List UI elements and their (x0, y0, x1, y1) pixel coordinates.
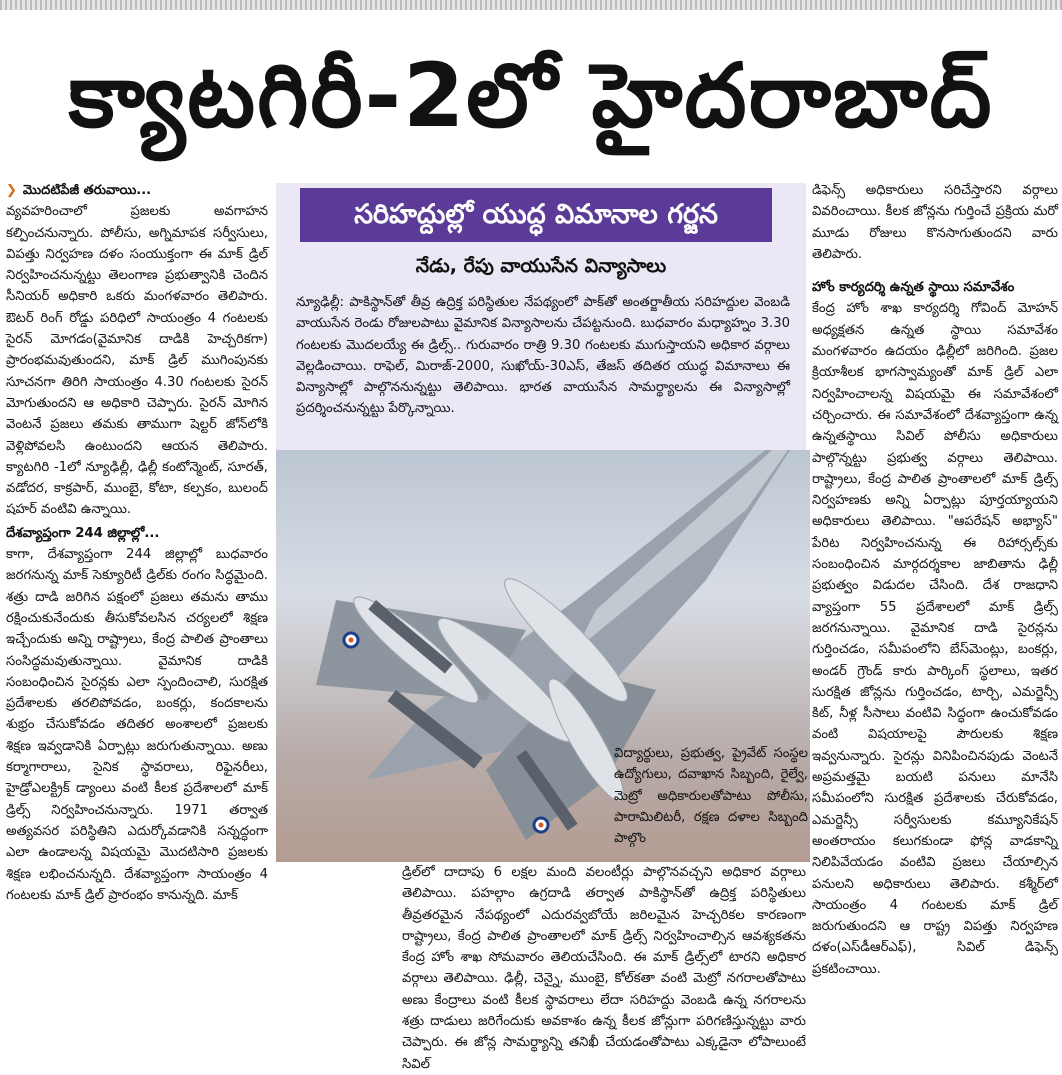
subheadline: నేడు, రేపు వాయుసేన విన్యాసాలు (415, 255, 667, 277)
left-column (6, 180, 268, 906)
left-paragraph-1: వ్యవహరించాలో ప్రజలకు అవగాహన కల్పించనున్నారు. పోలీసు, అగ్నిమాపక సర్వీసులు, విపత్తు నిర్వహణ దళం సంయుక్తంగా ఈ మాక్‌ డ్రిల్‌ నిర్వహించనున్నట్టు తెలంగాణ ప్రభుత్వానికి చెందిన సీనియర్‌ అధికారి ఒకరు మంగళవారం తెలిపారు. ఔటర్‌ రింగ్‌ రోడ్డు పరిధిలో సాయంత్రం 4 గంటలకు సైరన్‌ మోగడం(వైమానిక దాడికి హెచ్చరికగా) ప్రారంభమవుతుందని, మాక్‌ డ్రిల్‌ ముగింపునకు సూచనగా తిరిగి సాయంత్రం 4.30 గంటలకు సైరన్‌ మోగుతుందని ఆ అధికారి చెప్పారు. సైరన్‌ మోగిన వెంటనే ప్రజలు తమకు తాముగా షెల్టర్‌ జోన్‌లోకి వెళ్లిపోవలసి ఉంటుందని ఆయన తెలిపారు. క్యాటగిరి -1లో న్యూఢిల్లీ, ఢిల్లీ కంటోన్మెంట్‌, సూరత్‌, వడోదర, కాక్రపార్‌, ముంబై, కోటా, కల్పకం, బులంద్‌ షహర్‌ వంటివి ఉన్నాయి. (6, 204, 268, 518)
headline: క్యాటగిరీ-2లో హైదరాబాద్ (68, 44, 994, 147)
photo-side-paragraph: విద్యార్థులు, ప్రభుత్వ, ప్రైవేట్‌ సంస్థల ఉద్యోగులు, దవాఖాన సిబ్బంది, రైల్వే, మెట్రో అధికారులతోపాటు పోలీసు, పారామిలిటరీ, రక్షణ దళాల సిబ్బంది పాల్గొం (614, 746, 808, 847)
section-banner: సరిహద్దుల్లో యుద్ధ విమానాల గర్జన (300, 188, 772, 242)
page-top-rule (0, 0, 1062, 10)
right-column (812, 180, 1058, 980)
right-paragraph-2: కేంద్ర హోం శాఖ కార్యదర్శి గోవింద్‌ మోహన్‌ అధ్యక్షతన ఉన్నత స్థాయి సమావేశం మంగళవారం ఉదయం ఢిల్లీలో జరిగింది. ప్రజల క్రియాశీలక భాగస్వామ్యంతో మాక్‌ డ్రిల్‌ ఎలా నిర్వహించాలన్న విషయమై ఈ సమావేశంలో చర్చించారు. ఈ సమావేశంలో దేశవ్యాప్తంగా ఉన్న ఉన్నతస్థాయి సివిల్‌ పోలీసు అధికారులు పాల్గొన్నట్టు ప్రభుత్వ వర్గాలు తెలిపాయి. రాష్ట్రాలు, కేంద్ర పాలిత ప్రాంతాలలో మాక్‌ డ్రిల్స్‌ నిర్వహణకు అన్ని ఏర్పాట్లు పూర్తయ్యాయని అధికారులు తెలిపాయి. "ఆపరేషన్‌ అభ్యాస్‌" పేరిట నిర్వహించనున్న ఈ రిహార్సల్స్‌కు సంబంధించిన మార్గదర్శకాల జాబితాను ఢిల్లీ ప్రభుత్వం విడుదల చేసింది. దేశ రాజధాని వ్యాప్తంగా 55 ప్రదేశాలలో మాక్‌ డ్రిల్స్‌ జరగనున్నాయి. వైమానిక దాడి సైరన్లను గుర్తించడం, సమీపంలోని బేస్‌మెంట్లు, బంకర్లు, అండర్‌ గ్రౌండ్‌ కారు పార్కింగ్‌ స్థలాలు, ఇతర సురక్షిత జోన్లను గుర్తించడం, టార్చి, ఎమర్జెన్సీ కిట్‌, నీళ్ల సీసాలు వంటివి సిద్ధంగా ఉంచుకోవడం వంటి విషయాలపై పౌరులకు శిక్షణ ఇవ్వనున్నారు. సైరన్లు వినిపించినపుడు వెంటనే అప్రమత్తమై బయటి పనులు మానేసి సమీపంలోని సురక్షిత ప్రదేశాలకు చేరుకోవడం, ఎమర్జెన్సీ సర్వీసులకు కమ్యూనికేషన్‌ అంతరాయం కలుగకుండా ఫోన్ల వాడకాన్ని నిలిపివేయడం వంటివి ప్రజలు చేయాల్సిన పనులని అధికారులు తెలిపారు. కశ్మీర్‌లో సాయంత్రం 4 గంటలకు మాక్‌ డ్రిల్‌ జరుగుతుందని ఆ రాష్ట్ర విపత్తు నిర్వహణ దళం(ఎస్‌డీఆర్‌ఎఫ్‌), సివిల్‌ డిఫెన్స్‌ ప్రకటించాయి. (812, 301, 1058, 977)
right-subheading: హోం కార్యదర్శి ఉన్నత స్థాయి సమావేశం (812, 280, 1015, 296)
lead-paragraph: న్యూఢిల్లీ: పాకిస్థాన్‌తో తీవ్ర ఉద్రిక్త పరిస్థితుల నేపథ్యంలో పాక్‌తో అంతర్జాతీయ సరిహద్దుల వెంబడి వాయుసేన రెండు రోజులపాటు వైమానిక విన్యాసాలను చేపట్టనుంది. బుధవారం మధ్యాహ్నం 3.30 గంటలకు మొదలయ్యే ఈ డ్రిల్స్‌.. గురువారం రాత్రి 9.30 గంటలకు ముగుస్తాయని అధికార వర్గాలు వెల్లడించాయి. రాఫెల్‌, మిరాజ్‌-2000, సుఖోయ్‌-30ఎస్‌, తేజస్‌ తదితర యుద్ధ విమానాలు ఈ విన్యాసాల్లో పాల్గొననున్నట్టు తెలిపాయి. భారత వాయుసేన సామర్థ్యాలను ఈ విన్యాసాల్లో ప్రదర్శించనున్నట్టు పేర్కొన్నాయి. (296, 295, 790, 417)
middle-bottom-column (282, 862, 806, 1075)
left-paragraph-2: కాగా, దేశవ్యాప్తంగా 244 జిల్లాల్లో బుధవారం జరగనున్న మాక్‌ సెక్యూరిటీ డ్రిల్‌కు రంగం సిద్ధమైంది. శత్రు దాడి జరిగిన పక్షంలో ప్రజలు తమను తాము రక్షించుకునేందుకు తీసుకోవలసిన చర్యలలో శిక్షణ ఇచ్చేందుకు అన్ని రాష్ట్రాలు, కేంద్ర పాలిత ప్రాంతాలు సంసిద్ధమవుతున్నాయి. వైమానిక దాడికి సంబంధించిన సైరన్లకు ఎలా స్పందించాలి, సురక్షిత ప్రదేశాలకు తరలిపోవడం, బంకర్లు, కందకాలను శుభ్రం చేసుకోవడం తదితర అంశాలలో ప్రజలకు శిక్షణ ఇవ్వడానికి ఏర్పాట్లు జరుగుతున్నాయి. అణు కర్మాగారాలు, సైనిక స్థావరాలు, రిఫైనరీలు, హైడ్రోఎలక్ట్రిక్‌ డ్యాంలు వంటి కీలక ప్రదేశాలలో మాక్‌ డ్రిల్స్‌ నిర్వహించనున్నారు. 1971 తర్వాత అత్యవసర పరిస్థితిని ఎదుర్కోవడానికి సన్నద్ధంగా ఎలా ఉండాలన్న విషయమై మొదటిసారి ప్రజలకు శిక్షణ లభించనున్నది. దేశవ్యాప్తంగా సాయంత్రం 4 గంటలకు మాక్‌ డ్రిల్‌ ప్రారంభం కానున్నది. మాక్‌ (6, 547, 268, 903)
chevron-right-icon: ❯ (6, 183, 17, 198)
right-paragraph-1: డిఫెన్స్‌ అధికారులు సరిచేస్తారని వర్గాలు వివరించాయి. కీలక జోన్లను గుర్తించే ప్రక్రియ మరో మూడు రోజులు కొనసాగుతుందని వారు తెలిపారు. (812, 183, 1058, 262)
left-subheading: దేశవ్యాప్తంగా 244 జిల్లాల్లో... (6, 525, 160, 541)
continuation-kicker (6, 180, 268, 201)
kicker-label: మొదటిపేజీ తరువాయి... (22, 183, 152, 198)
middle-bottom-paragraph: డ్రిల్‌లో దాదాపు 6 లక్షల మంది వలంటీర్లు పాల్గొనవచ్చని అధికార వర్గాలు తెలిపాయి. పహల్గాం ఉగ్రదాడి తర్వాత పాకిస్థాన్‌తో ఉద్రిక్త పరిస్థితులు తీవ్రతరమైన నేపథ్యంలో ఎదురవ్వబోయే జరిలమైన హెచ్చరికల కారణంగా రాష్ట్రాలు, కేంద్ర పాలిత ప్రాంతాలలో మాక్‌ డ్రిల్స్‌ నిర్వహించాల్సిన ఆవశ్యకతను కేంద్ర హోం శాఖ సోమవారం తెలియచేసింది. ఈ మాక్‌ డ్రిల్స్‌లో టారని అధికార వర్గాలు తెలిపాయి. ఢిల్లీ, చెన్నై, ముంబై, కోల్‌కతా వంటి మెట్రో నగరాలతోపాటు అణు కేంద్రాలు వంటి కీలక స్థావరాలు లేదా సరిహద్దు వెంబడి ఉన్న నగరాలను శత్రు దాడులు జరిగేందుకు అవకాశం ఉన్న కీలక జోన్లుగా పరిగణిస్తున్నట్టు వారు చెప్పారు. ఈ జోన్ల సామర్థ్యాన్ని తనిఖీ చేయడంతోపాటు ఎక్కడైనా లోపాలుంటే సివిల్‌ (402, 865, 806, 1072)
photo-side-column (614, 743, 808, 849)
